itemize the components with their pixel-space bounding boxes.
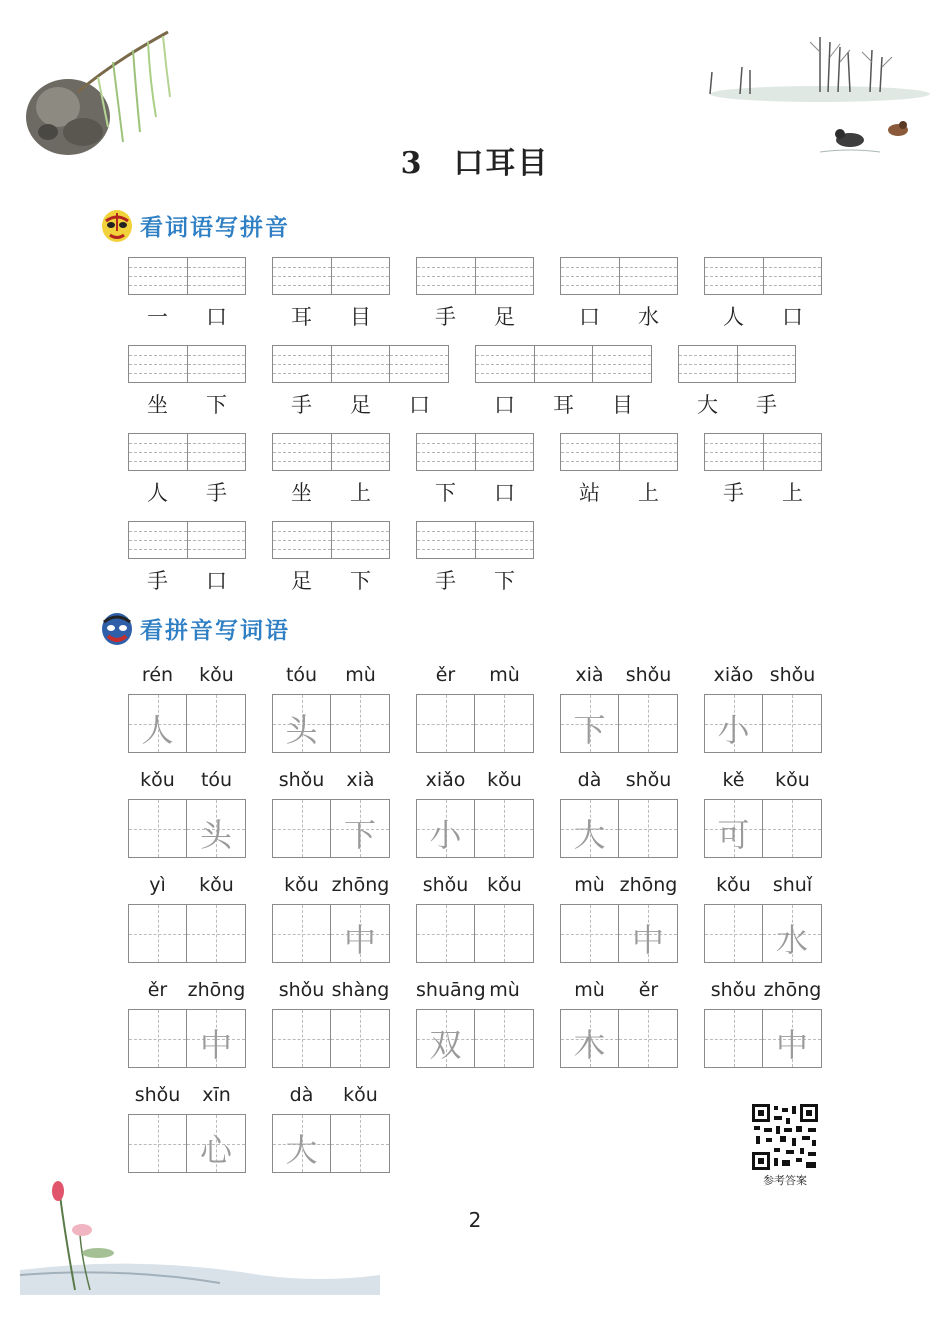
character-square[interactable] [187, 1115, 245, 1172]
character-square[interactable] [561, 800, 619, 857]
pinyin-cell [332, 258, 390, 294]
pinyin-writing-box[interactable] [272, 521, 390, 559]
pinyin-cell [129, 258, 188, 294]
pinyin-syllable: kǒu [716, 874, 751, 896]
pinyin-cell [679, 346, 738, 382]
pinyin-writing-box[interactable] [416, 521, 534, 559]
word-character: 水 [638, 305, 659, 329]
pinyin-cell [188, 522, 246, 558]
character-square[interactable] [763, 800, 821, 857]
character-writing-grid[interactable] [128, 799, 246, 858]
pinyin-writing-box[interactable] [416, 433, 534, 471]
pinyin-syllable: ěr [147, 979, 168, 1001]
pinyin-syllable: shǒu [278, 979, 325, 1001]
pinyin-syllable: yì [149, 874, 166, 896]
pinyin-cell [129, 346, 188, 382]
pinyin-writing-box[interactable] [704, 257, 822, 295]
lesson-number: 3 [400, 146, 424, 181]
section-title: 看词语写拼音 [140, 214, 290, 241]
word-character: 下 [435, 481, 456, 505]
pinyin-cell [188, 258, 246, 294]
pinyin-syllable: xià [575, 664, 604, 686]
word-character: 上 [638, 481, 659, 505]
lesson-name: 口耳目 [453, 146, 550, 181]
character-square[interactable] [561, 695, 619, 752]
word-character: 人 [147, 481, 168, 505]
character-square[interactable] [763, 1010, 821, 1067]
pinyin-syllable: xiǎo [713, 664, 754, 686]
page-number: 2 [468, 1208, 482, 1232]
pinyin-cell [561, 258, 620, 294]
character-square[interactable] [705, 1010, 763, 1067]
word-character: 手 [435, 305, 456, 329]
character-square[interactable] [187, 800, 245, 857]
character-square[interactable] [619, 1010, 677, 1067]
pinyin-syllable: kǒu [775, 769, 810, 791]
lotus-illustration [20, 1175, 380, 1295]
character-square[interactable] [763, 905, 821, 962]
character-square[interactable] [273, 800, 331, 857]
pinyin-cell [332, 346, 391, 382]
character-square[interactable] [129, 1010, 187, 1067]
pinyin-cell [620, 258, 678, 294]
word-character: 手 [435, 569, 456, 593]
pinyin-writing-box[interactable] [475, 345, 652, 383]
pinyin-syllable: tóu [285, 664, 318, 686]
hint-character: 中 [200, 1026, 233, 1064]
character-square[interactable] [561, 905, 619, 962]
pinyin-cell [273, 346, 332, 382]
pinyin-syllable: zhōng [187, 979, 246, 1001]
character-writing-grid[interactable] [128, 1114, 246, 1173]
pinyin-cell [129, 522, 188, 558]
hint-character: 下 [573, 711, 606, 749]
hint-character: 大 [573, 816, 606, 854]
pinyin-syllable: xīn [202, 1084, 231, 1106]
pinyin-writing-box[interactable] [560, 257, 678, 295]
character-square[interactable] [705, 695, 763, 752]
pinyin-cell [593, 346, 651, 382]
character-square[interactable] [187, 1010, 245, 1067]
pinyin-syllable: kǒu [343, 1084, 378, 1106]
pinyin-syllable: rén [141, 664, 174, 686]
character-square[interactable] [763, 695, 821, 752]
word-character: 耳 [291, 305, 312, 329]
hint-character: 小 [429, 816, 462, 854]
character-square[interactable] [187, 695, 245, 752]
character-square[interactable] [705, 905, 763, 962]
word-character: 一 [147, 305, 168, 329]
character-writing-grid[interactable] [272, 1114, 390, 1173]
pinyin-cell [476, 434, 534, 470]
pinyin-cell [417, 258, 476, 294]
pinyin-writing-box[interactable] [128, 345, 246, 383]
character-writing-grid[interactable] [272, 799, 390, 858]
word-character: 目 [612, 393, 633, 417]
pinyin-syllable: ěr [638, 979, 659, 1001]
pinyin-syllable: shǒu [278, 769, 325, 791]
pinyin-writing-box[interactable] [128, 433, 246, 471]
pinyin-cell [129, 434, 188, 470]
character-square[interactable] [619, 800, 677, 857]
pinyin-syllable: kǒu [140, 769, 175, 791]
character-writing-grid[interactable] [128, 1009, 246, 1068]
character-square[interactable] [331, 800, 389, 857]
word-character: 站 [579, 481, 600, 505]
character-square[interactable] [619, 905, 677, 962]
pinyin-cell [188, 434, 246, 470]
hint-character: 水 [776, 921, 809, 959]
word-character: 手 [723, 481, 744, 505]
character-writing-grid[interactable] [416, 1009, 534, 1068]
character-writing-grid[interactable] [560, 904, 678, 963]
word-character: 人 [723, 305, 744, 329]
pinyin-syllable: shuǐ [772, 874, 813, 896]
word-character: 坐 [291, 481, 312, 505]
hint-character: 头 [200, 816, 233, 854]
character-square[interactable] [273, 905, 331, 962]
character-square[interactable] [273, 1115, 331, 1172]
hint-character: 小 [717, 711, 750, 749]
word-character: 手 [206, 481, 227, 505]
hint-character: 中 [632, 921, 665, 959]
pinyin-syllable: mù [489, 979, 520, 1001]
hint-character: 人 [141, 711, 174, 749]
pinyin-syllable: mù [489, 664, 520, 686]
section-heading-write-words [100, 608, 290, 648]
character-square[interactable] [619, 695, 677, 752]
pinyin-writing-box[interactable] [678, 345, 796, 383]
character-square[interactable] [129, 800, 187, 857]
character-writing-grid[interactable] [128, 904, 246, 963]
pinyin-syllable: ěr [435, 664, 456, 686]
character-square[interactable] [331, 905, 389, 962]
pinyin-syllable: zhōng [331, 874, 390, 896]
pinyin-cell [476, 346, 535, 382]
word-character: 手 [756, 393, 777, 417]
pinyin-cell [764, 434, 822, 470]
pinyin-cell [620, 434, 678, 470]
pinyin-syllable: shàng [331, 979, 390, 1001]
word-character: 上 [782, 481, 803, 505]
character-square[interactable] [331, 1010, 389, 1067]
hint-character: 木 [573, 1026, 606, 1064]
character-writing-grid[interactable] [704, 1009, 822, 1068]
character-writing-grid[interactable] [560, 1009, 678, 1068]
character-writing-grid[interactable] [128, 694, 246, 753]
character-square[interactable] [475, 905, 533, 962]
character-square[interactable] [417, 695, 475, 752]
pinyin-cell [273, 434, 332, 470]
pinyin-writing-box[interactable] [128, 521, 246, 559]
pinyin-syllable: mù [574, 874, 605, 896]
pinyin-syllable: shǒu [769, 664, 816, 686]
pinyin-cell [332, 522, 390, 558]
pinyin-syllable: kǒu [199, 664, 234, 686]
pinyin-cell [764, 258, 822, 294]
pinyin-syllable: shǒu [625, 769, 672, 791]
hint-character: 中 [776, 1026, 809, 1064]
pinyin-syllable: kǒu [487, 769, 522, 791]
pinyin-syllable: xiǎo [425, 769, 466, 791]
word-character: 口 [409, 393, 430, 417]
word-character: 口 [206, 305, 227, 329]
pinyin-syllable: kǒu [487, 874, 522, 896]
hint-character: 大 [285, 1131, 318, 1169]
word-character: 耳 [553, 393, 574, 417]
character-square[interactable] [129, 905, 187, 962]
character-square[interactable] [331, 695, 389, 752]
character-square[interactable] [417, 1010, 475, 1067]
word-character: 下 [350, 569, 371, 593]
pinyin-syllable: shǒu [625, 664, 672, 686]
character-square[interactable] [187, 905, 245, 962]
word-character: 口 [579, 305, 600, 329]
word-character: 口 [782, 305, 803, 329]
pinyin-syllable: shǒu [710, 979, 757, 1001]
character-square[interactable] [129, 695, 187, 752]
pinyin-syllable: shǒu [422, 874, 469, 896]
character-square[interactable] [273, 1010, 331, 1067]
hint-character: 头 [285, 711, 318, 749]
pinyin-cell [390, 346, 448, 382]
lesson-title [0, 138, 950, 182]
character-writing-grid[interactable] [560, 694, 678, 753]
pinyin-cell [417, 522, 476, 558]
pinyin-writing-box[interactable] [272, 257, 390, 295]
opera-mask-icon [100, 610, 134, 646]
word-character: 口 [494, 393, 515, 417]
pinyin-writing-box[interactable] [272, 433, 390, 471]
character-square[interactable] [331, 1115, 389, 1172]
pinyin-syllable: xià [346, 769, 375, 791]
qr-code-icon [752, 1104, 818, 1170]
pinyin-cell [705, 434, 764, 470]
character-writing-grid[interactable] [272, 694, 390, 753]
pinyin-cell [561, 434, 620, 470]
hint-character: 可 [717, 816, 750, 854]
pinyin-writing-box[interactable] [704, 433, 822, 471]
hint-character: 心 [200, 1131, 233, 1169]
hint-character: 双 [429, 1026, 462, 1064]
character-writing-grid[interactable] [416, 904, 534, 963]
pinyin-cell [188, 346, 246, 382]
opera-mask-icon [100, 207, 134, 243]
character-writing-grid[interactable] [704, 694, 822, 753]
pinyin-writing-box[interactable] [128, 257, 246, 295]
word-character: 坐 [147, 393, 168, 417]
character-writing-grid[interactable] [560, 799, 678, 858]
pinyin-syllable: kǒu [284, 874, 319, 896]
pinyin-cell [273, 258, 332, 294]
word-character: 目 [350, 305, 371, 329]
word-character: 上 [350, 481, 371, 505]
character-writing-grid[interactable] [272, 904, 390, 963]
word-character: 足 [291, 569, 312, 593]
character-square[interactable] [273, 695, 331, 752]
pinyin-cell [476, 522, 534, 558]
pinyin-syllable: shǒu [134, 1084, 181, 1106]
word-character: 口 [206, 569, 227, 593]
pinyin-cell [738, 346, 796, 382]
pinyin-syllable: shuāng [416, 979, 486, 1001]
pinyin-cell [273, 522, 332, 558]
pinyin-cell [417, 434, 476, 470]
pinyin-syllable: tóu [200, 769, 233, 791]
character-writing-grid[interactable] [704, 799, 822, 858]
character-square[interactable] [475, 695, 533, 752]
pinyin-cell [535, 346, 594, 382]
word-character: 下 [206, 393, 227, 417]
pinyin-syllable: mù [574, 979, 605, 1001]
character-square[interactable] [705, 800, 763, 857]
pinyin-syllable: dà [577, 769, 602, 791]
word-character: 下 [494, 569, 515, 593]
pinyin-writing-box[interactable] [560, 433, 678, 471]
word-character: 大 [697, 393, 718, 417]
character-square[interactable] [475, 1010, 533, 1067]
character-writing-grid[interactable] [704, 904, 822, 963]
pinyin-syllable: kǒu [199, 874, 234, 896]
pinyin-syllable: dà [289, 1084, 314, 1106]
pinyin-cell [332, 434, 390, 470]
word-character: 手 [291, 393, 312, 417]
character-square[interactable] [417, 905, 475, 962]
pinyin-writing-box[interactable] [272, 345, 449, 383]
pinyin-writing-box[interactable] [416, 257, 534, 295]
word-character: 口 [494, 481, 515, 505]
section-title: 看拼音写词语 [140, 617, 290, 644]
word-character: 足 [350, 393, 371, 417]
pinyin-syllable: kě [722, 769, 745, 791]
pinyin-syllable: zhōng [763, 979, 822, 1001]
hint-character: 中 [344, 921, 377, 959]
hint-character: 下 [344, 816, 377, 854]
character-square[interactable] [475, 800, 533, 857]
pinyin-syllable: mù [345, 664, 376, 686]
pinyin-cell [476, 258, 534, 294]
pinyin-cell [705, 258, 764, 294]
pinyin-syllable: zhōng [619, 874, 678, 896]
character-square[interactable] [417, 800, 475, 857]
character-writing-grid[interactable] [416, 799, 534, 858]
character-writing-grid[interactable] [416, 694, 534, 753]
character-square[interactable] [129, 1115, 187, 1172]
section-heading-write-pinyin [100, 205, 290, 245]
character-square[interactable] [561, 1010, 619, 1067]
word-character: 足 [494, 305, 515, 329]
character-writing-grid[interactable] [272, 1009, 390, 1068]
answer-key-label: 参考答案 [763, 1174, 807, 1187]
word-character: 手 [147, 569, 168, 593]
